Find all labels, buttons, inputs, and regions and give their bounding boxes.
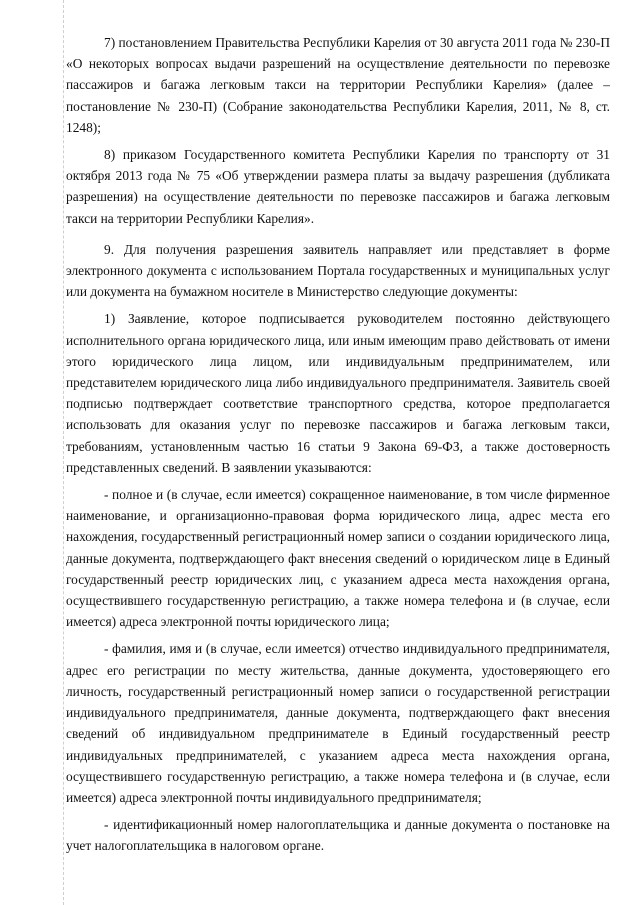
paragraph-subitem-1: 1) Заявление, которое подписывается руководителем постоянно действующего исполнительного органа юридического лица, или иным имеющим право действовать от имени этого юридического лица лицом, или индивидуальным предпринимателем, или представителем юридического лица либо индивидуального предпринимателя. Заявитель своей подписью подтверждает соответствие транспортного средства, которое предполагается использовать для оказания услуг по перевозке пассажиров и багажа легковым такси, требованиям, установленным частью 16 статьи 9 Закона 69-ФЗ, а также достоверность представленных сведений. В заявлении указываются: xyxy=(66,311,610,475)
paragraph-section-9: 9. Для получения разрешения заявитель направляет или представляет в форме электронного документа с использованием Портала государственных и муниципальных услуг или документа на бумажном носителе в Министерство следующие документы: xyxy=(66,241,610,300)
paragraph-item-8: 8) приказом Государственного комитета Республики Карелия по транспорту от 31 октября 2013 года № 75 «Об утверждении размера платы за выдачу разрешения (дубликата разрешения) на осуществление деятельности по перевозке пассажиров и багажа легковым такси на территории Республики Карелия». xyxy=(66,147,610,226)
paragraph-bullet-legal-entity: - полное и (в случае, если имеется) сокращенное наименование, в том числе фирменное наименование, и организационно-правовая форма юридического лица, адрес места его нахождения, государственный регистрационный номер записи о создании юридического лица, данные документа, подтверждающего факт внесения сведений о юридическом лице в Единый государственный реестр юридических лиц, с указанием адреса места нахождения органа, осуществившего государственную регистрацию, а также номера телефона и (в случае, если имеется) адреса электронной почты юридического лица; xyxy=(66,487,610,630)
scan-margin-line xyxy=(63,0,64,905)
document-body xyxy=(66,32,610,857)
paragraph-bullet-tax-id: - идентификационный номер налогоплательщика и данные документа о постановке на учет налогоплательщика в налоговом органе. xyxy=(66,817,610,854)
paragraph-bullet-individual: - фамилия, имя и (в случае, если имеется) отчество индивидуального предпринимателя, адрес его регистрации по месту жительства, данные документа, удостоверяющего его личность, государственный регистрационный номер записи о государственной регистрации индивидуального предпринимателя, данные документа, подтверждающего факт внесения сведений об индивидуальном предпринимателе в Единый государственный реестр индивидуальных предпринимателей, с указанием адреса места нахождения органа, осуществившего государственную регистрацию, а также номера телефона и (в случае, если имеется) адреса электронной почты индивидуального предпринимателя; xyxy=(66,641,610,805)
paragraph-item-7: 7) постановлением Правительства Республики Карелия от 30 августа 2011 года № 230-П «О некоторых вопросах выдачи разрешений на осуществление деятельности по перевозке пассажиров и багажа легковым такси на территории Республики Карелия» (далее – постановление № 230-П) (Собрание законодательства Республики Карелия, 2011, № 8, ст. 1248); xyxy=(66,35,610,135)
